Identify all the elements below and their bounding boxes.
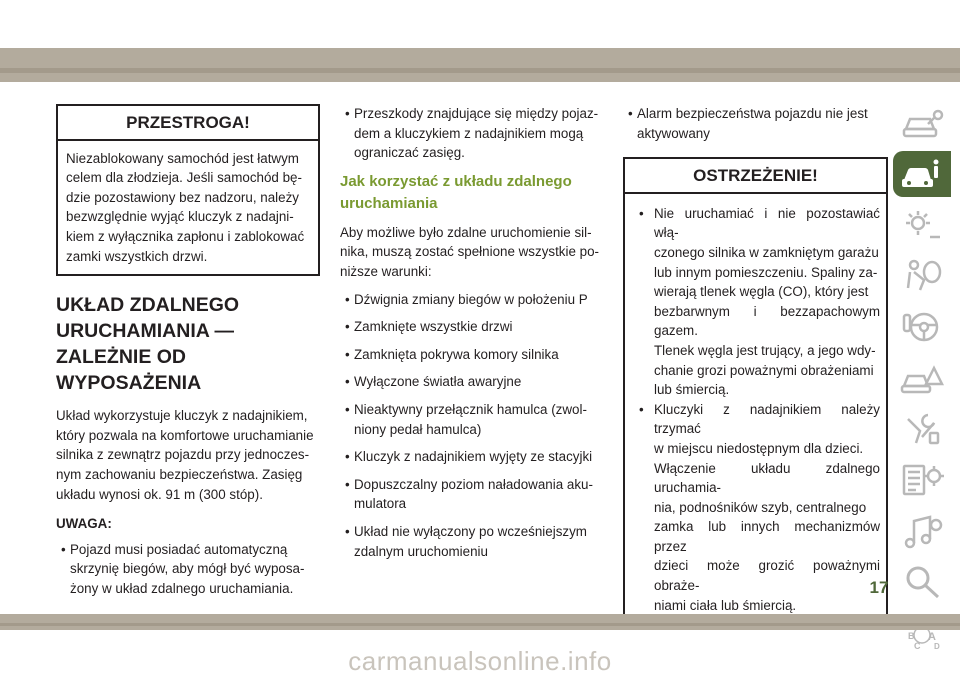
section-intro: [56, 406, 320, 504]
condition-item: [340, 400, 605, 439]
warning-line: niami ciała lub śmiercią.: [654, 597, 797, 613]
conditions-intro: [340, 223, 605, 282]
note-line: skrzynię biegów, aby mógł być wyposa-: [70, 561, 305, 577]
note-line: Pojazd musi posiadać automatyczną: [70, 541, 288, 557]
condition-item: [340, 447, 605, 467]
dashboard-lights-icon: [900, 207, 944, 243]
conditions-intro-line: nika, muszą zostać spełnione wszystkie po-: [340, 244, 599, 260]
svg-text:B: B: [908, 631, 915, 641]
condition-item: [340, 345, 605, 365]
bullet-dot: •: [345, 523, 350, 539]
condition-line: Zamknięte wszystkie drzwi: [354, 319, 513, 335]
intro-line: silnika z zewnątrz pojazdu przy jednoczes-: [56, 447, 310, 463]
warning-line: lub śmiercią.: [654, 382, 730, 398]
bullet-dot: •: [639, 401, 644, 417]
bullet-dot: •: [345, 476, 350, 492]
specs-gear-icon: [900, 462, 944, 498]
warning-body: [625, 194, 886, 625]
conditions-intro-line: Aby możliwe było zdalne uruchomienie sil-: [340, 224, 592, 240]
warning-line: czonego silnika w zamkniętym garażu: [654, 244, 879, 260]
subheading-line: uruchamiania: [340, 194, 438, 212]
intro-line: nym zachowaniu bezpieczeństwa. Zasięg: [56, 466, 303, 482]
intro-line: który pozwala na komfortowe uruchamianie: [56, 427, 314, 443]
bullet-dot: •: [345, 106, 350, 121]
caution-line: zamki wszystkich drzwi.: [66, 248, 208, 264]
warning-box: [623, 157, 888, 627]
bullet-dot: •: [345, 374, 350, 390]
wrench-tools-icon: [900, 411, 944, 447]
condition-line: zdalnym uruchomieniu: [354, 543, 488, 559]
warning-item: [631, 204, 880, 400]
condition-item: [340, 475, 605, 514]
tab-car-info[interactable]: [893, 151, 951, 197]
tab-magnifier-index[interactable]: [893, 559, 951, 605]
bottom-band-stripe: [0, 623, 960, 626]
svg-text:D: D: [934, 642, 940, 651]
condition-item: [340, 372, 605, 392]
conditions-intro-line: niższe warunki:: [340, 263, 432, 279]
warning-triangle-car-icon: [900, 360, 944, 396]
magnifier-index-icon: [900, 564, 944, 600]
range-line: Przeszkody znajdujące się między pojaz-: [354, 106, 599, 121]
condition-line: Dźwignia zmiany biegów w położeniu P: [354, 291, 588, 307]
caution-body: [58, 141, 318, 275]
alarm-line: Alarm bezpieczeństwa pojazdu nie jest: [637, 106, 868, 121]
warning-line: wierają tlenek węgla (CO), który jest: [654, 284, 869, 300]
bullet-dot: •: [345, 449, 350, 465]
alarm-bullet: [623, 104, 888, 143]
range-bullet: [340, 104, 605, 163]
warning-line: w miejscu niedostępnym dla dzieci.: [654, 440, 864, 456]
svg-text:A: A: [928, 631, 936, 643]
multimedia-icon: [900, 513, 944, 549]
section-title-line: URUCHAMIANIA —: [56, 320, 235, 343]
tab-warning-triangle[interactable]: [893, 355, 951, 401]
steering-wheel-icon: [900, 309, 944, 345]
top-decor-band: [0, 48, 960, 82]
car-info-icon: [900, 156, 944, 192]
condition-line: mulatora: [354, 496, 407, 512]
caution-line: kiem z wyłącznika zapłonu i zablokować: [66, 228, 305, 244]
condition-line: Kluczyk z nadajnikiem wyjęty ze stacyjki: [354, 449, 593, 465]
warning-title: OSTRZEŻENIE!: [625, 159, 886, 194]
note-bullet: [56, 540, 320, 599]
condition-line: Nieaktywny przełącznik hamulca (zwol-: [354, 401, 587, 417]
warning-list: [631, 204, 880, 615]
warning-line: Kluczyki z nadajnikiem należy trzymać: [654, 401, 880, 437]
subheading-line: Jak korzystać z układu zdalnego: [340, 172, 572, 190]
intro-line: Układ wykorzystuje kluczyk z nadajnikiem,: [56, 408, 308, 424]
bullet-dot: •: [61, 541, 66, 557]
caution-line: celem dla złodzieja. Jeśli samochód bę-: [66, 170, 302, 186]
svg-text:C: C: [914, 641, 921, 651]
warning-line: zamka lub innych mechanizmów przez: [654, 519, 880, 554]
car-key-icon: [900, 105, 944, 141]
airbag-safety-icon: [900, 258, 944, 294]
warning-line: lub innym pomieszczeniu. Spaliny za-: [654, 264, 878, 280]
condition-line: Wyłączone światła awaryjne: [354, 374, 522, 390]
caution-title: PRZESTROGA!: [58, 106, 318, 141]
bullet-dot: •: [628, 106, 633, 121]
bullet-dot: •: [345, 319, 350, 335]
section-title-line: ZALEŻNIE OD: [56, 346, 186, 369]
range-line: ograniczać zasięg.: [354, 145, 465, 161]
warning-line: dzieci może grozić poważnymi obraże-: [654, 558, 880, 594]
bullet-dot: •: [345, 401, 350, 417]
caution-line: Niezablokowany samochód jest łatwym: [66, 150, 299, 166]
bullet-dot: •: [639, 205, 644, 221]
tab-car-key[interactable]: [893, 100, 951, 146]
tab-multimedia[interactable]: [893, 508, 951, 554]
bottom-decor-band: [0, 614, 960, 630]
tab-steering-wheel[interactable]: [893, 304, 951, 350]
subheading: [340, 171, 605, 215]
watermark-text: carmanualsonline.info: [348, 646, 612, 676]
top-band-stripe: [0, 68, 960, 73]
warning-line: nia, podnośników szyb, centralnego: [654, 499, 867, 515]
intro-line: układu wynosi ok. 91 m (300 stóp).: [56, 486, 263, 502]
condition-line: Układ nie wyłączony po wcześniejszym: [354, 523, 587, 539]
bullet-dot: •: [345, 291, 350, 307]
column-3: [623, 104, 888, 627]
caution-line: bezwzględnie wyjąć kluczyk z nadajni-: [66, 209, 294, 225]
caution-box: [56, 104, 320, 276]
bullet-dot: •: [345, 346, 350, 362]
warning-line: Włączenie układu zdalnego uruchamia-: [654, 460, 880, 496]
condition-item: [340, 522, 605, 561]
alarm-line: aktywowany: [637, 125, 710, 141]
warning-line: chanie grozi poważnymi obrażeniami: [654, 362, 874, 378]
warning-line: Nie uruchamiać i nie pozostawiać włą-: [654, 205, 880, 241]
section-title-line: WYPOSAŻENIA: [56, 372, 202, 395]
tab-airbag-safety[interactable]: [893, 253, 951, 299]
warning-line: Tlenek węgla jest trujący, a jego wdy-: [654, 342, 876, 358]
condition-line: Zamknięta pokrywa komory silnika: [354, 346, 559, 362]
note-line: żony w układ zdalnego uruchamiania.: [70, 580, 294, 596]
section-title: [56, 292, 320, 396]
column-1: [56, 104, 320, 607]
tab-dashboard-lights[interactable]: [893, 202, 951, 248]
section-title-line: UKŁAD ZDALNEGO: [56, 294, 240, 317]
warning-line: bezbarwnym i bezzapachowym gazem.: [654, 303, 880, 339]
tab-wrench-tools[interactable]: [893, 406, 951, 452]
condition-line: niony pedał hamulca): [354, 421, 482, 437]
condition-item: [340, 290, 605, 310]
note-label: UWAGA:: [56, 516, 112, 532]
column-2: [340, 104, 605, 569]
caution-line: dzie pozostawiony bez nadzoru, należy: [66, 189, 299, 205]
page-number: 17: [869, 578, 889, 597]
range-line: dem a kluczykiem z nadajnikiem mogą: [354, 125, 584, 141]
tab-specs-gear[interactable]: [893, 457, 951, 503]
chapter-tabs: [893, 100, 951, 661]
condition-line: Dopuszczalny poziom naładowania aku-: [354, 476, 593, 492]
condition-item: [340, 317, 605, 337]
warning-item: [631, 400, 880, 616]
